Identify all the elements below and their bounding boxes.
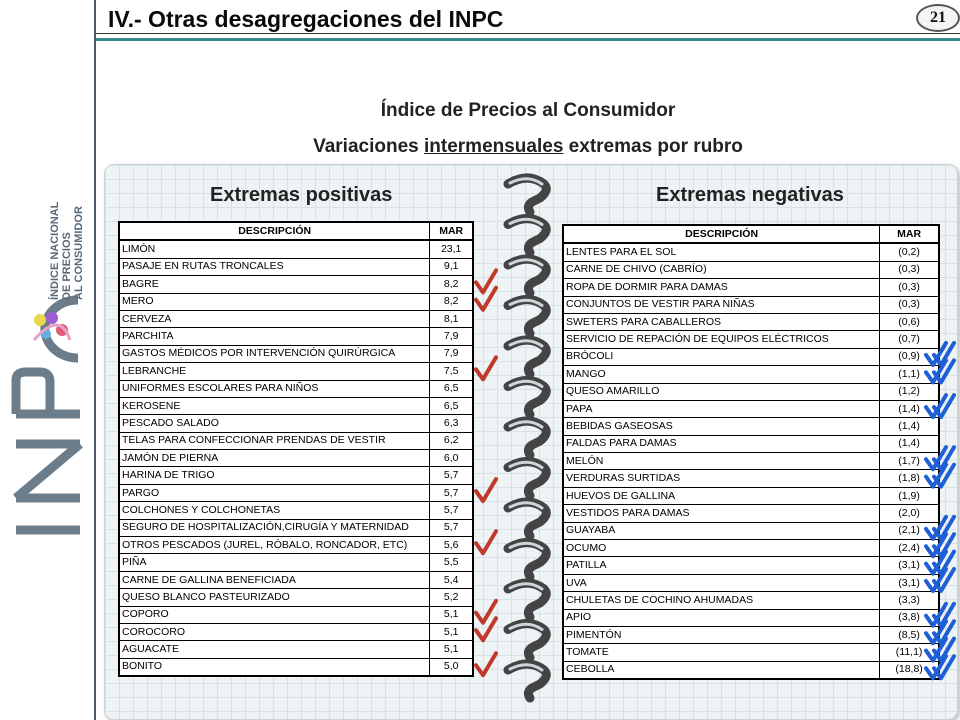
table-row xyxy=(119,571,473,588)
row-value: (1,4) xyxy=(880,418,939,435)
positive-title: Extremas positivas xyxy=(210,184,393,206)
row-description: PIÑA xyxy=(119,554,430,571)
row-description: KEROSENE xyxy=(119,397,430,414)
row-value: 23,1 xyxy=(430,240,473,258)
table-row xyxy=(119,258,473,275)
brand-text xyxy=(46,150,85,300)
subtitle-post: extremas por rubro xyxy=(563,136,743,157)
row-value: 6,0 xyxy=(430,450,473,467)
table-row xyxy=(563,574,939,591)
table-row xyxy=(563,400,939,417)
row-description: HARINA DE TRIGO xyxy=(119,467,430,484)
subtitle-underlined: intermensuales xyxy=(424,136,564,157)
row-description: BEBIDAS GASEOSAS xyxy=(563,418,880,435)
binder-ring-icon xyxy=(508,462,546,496)
row-description: OTROS PESCADOS (JUREL, RÓBALO, RONCADOR, ETC) xyxy=(119,537,430,554)
table-row xyxy=(563,279,939,296)
row-value: 6,2 xyxy=(430,432,473,449)
table-row xyxy=(119,641,473,658)
table-row xyxy=(563,592,939,609)
row-value: (18,8) xyxy=(880,661,939,679)
binder-ring-icon xyxy=(508,178,546,212)
binder-ring-icon xyxy=(508,583,546,617)
binder-ring-icon xyxy=(508,664,546,698)
row-description: BAGRE xyxy=(119,276,430,293)
row-value: 5,7 xyxy=(430,502,473,519)
table-row xyxy=(563,296,939,313)
row-value: 5,2 xyxy=(430,589,473,606)
row-description: CEBOLLA xyxy=(563,661,880,679)
table-row xyxy=(119,450,473,467)
row-description: CHULETAS DE COCHINO AHUMADAS xyxy=(563,592,880,609)
binder-ring-icon xyxy=(508,502,546,536)
row-value: 7,9 xyxy=(430,328,473,345)
row-description: UVA xyxy=(563,574,880,591)
row-description: CARNE DE CHIVO (CABRÍO) xyxy=(563,261,880,278)
row-description: UNIFORMES ESCOLARES PARA NIÑOS xyxy=(119,380,430,397)
table-row xyxy=(119,606,473,623)
binder-ring-icon xyxy=(508,624,546,658)
table-row xyxy=(119,502,473,519)
table-row xyxy=(119,276,473,293)
row-value: (0,3) xyxy=(880,296,939,313)
table-row xyxy=(563,557,939,574)
row-description: MANGO xyxy=(563,366,880,383)
table-row xyxy=(119,537,473,554)
row-description: LEBRANCHE xyxy=(119,363,430,380)
row-value: 7,9 xyxy=(430,345,473,362)
table-row xyxy=(563,522,939,539)
row-value: 5,5 xyxy=(430,554,473,571)
table-row xyxy=(119,467,473,484)
table-header-row xyxy=(563,225,939,243)
brand-line3: AL CONSUMIDOR xyxy=(73,206,85,300)
row-description: COLCHONES Y COLCHONETAS xyxy=(119,502,430,519)
inpc-logo xyxy=(0,0,94,720)
table-row xyxy=(119,554,473,571)
row-value: 6,3 xyxy=(430,415,473,432)
table-row xyxy=(119,589,473,606)
yellow-dot-icon xyxy=(34,314,46,326)
purple-dot-icon xyxy=(46,312,58,324)
row-value: (2,0) xyxy=(880,505,939,522)
table-row xyxy=(563,487,939,504)
row-description: TOMATE xyxy=(563,644,880,661)
binder-ring-icon xyxy=(508,381,546,415)
row-description: MERO xyxy=(119,293,430,310)
row-description: JAMÓN DE PIERNA xyxy=(119,450,430,467)
row-value: 6,5 xyxy=(430,397,473,414)
row-value: (1,4) xyxy=(880,435,939,452)
column-header-description: DESCRIPCIÓN xyxy=(119,222,430,240)
table-row xyxy=(119,328,473,345)
table-row xyxy=(563,540,939,557)
subtitle-line1: Índice de Precios al Consumidor xyxy=(380,100,676,121)
row-description: SWETERS PARA CABALLEROS xyxy=(563,313,880,330)
row-description: COPORO xyxy=(119,606,430,623)
binder-ring-icon xyxy=(508,300,546,334)
table-row xyxy=(119,363,473,380)
table-row xyxy=(563,243,939,261)
table-row xyxy=(563,435,939,452)
row-value: 5,6 xyxy=(430,537,473,554)
row-value: (0,2) xyxy=(880,243,939,261)
row-description: BONITO xyxy=(119,658,430,676)
binder-ring-icon xyxy=(508,421,546,455)
row-description: MELÓN xyxy=(563,453,880,470)
table-row xyxy=(563,331,939,348)
table-row xyxy=(119,240,473,258)
row-value: 8,2 xyxy=(430,276,473,293)
page-number-badge: 21 xyxy=(916,4,960,32)
row-description: CARNE DE GALLINA BENEFICIADA xyxy=(119,571,430,588)
table-row xyxy=(563,453,939,470)
table-row xyxy=(119,519,473,536)
row-description: BRÓCOLI xyxy=(563,348,880,365)
row-value: (0,3) xyxy=(880,261,939,278)
table-row xyxy=(563,470,939,487)
row-description: AGUACATE xyxy=(119,641,430,658)
row-value: (11,1) xyxy=(880,644,939,661)
row-value: 5,1 xyxy=(430,623,473,640)
row-value: (3,3) xyxy=(880,592,939,609)
row-value: (0,7) xyxy=(880,331,939,348)
table-row xyxy=(563,505,939,522)
row-value: (8,5) xyxy=(880,626,939,643)
row-value: (3,1) xyxy=(880,557,939,574)
row-value: 5,7 xyxy=(430,519,473,536)
row-value: 5,7 xyxy=(430,484,473,501)
row-value: (1,8) xyxy=(880,470,939,487)
row-value: (1,7) xyxy=(880,453,939,470)
row-description: GUAYABA xyxy=(563,522,880,539)
row-description: PESCADO SALADO xyxy=(119,415,430,432)
row-value: (1,2) xyxy=(880,383,939,400)
row-description: CONJUNTOS DE VESTIR PARA NIÑAS xyxy=(563,296,880,313)
row-value: (3,8) xyxy=(880,609,939,626)
page-title: IV.- Otras desagregaciones del INPC xyxy=(108,6,504,32)
row-description: SERVICIO DE REPACIÓN DE EQUIPOS ELÉCTRICOS xyxy=(563,331,880,348)
row-description: HUEVOS DE GALLINA xyxy=(563,487,880,504)
row-value: (2,1) xyxy=(880,522,939,539)
table-row xyxy=(563,609,939,626)
row-description: PASAJE EN RUTAS TRONCALES xyxy=(119,258,430,275)
subtitle-pre: Variaciones xyxy=(313,136,424,157)
table-row xyxy=(119,432,473,449)
table-row xyxy=(119,397,473,414)
table-row xyxy=(563,261,939,278)
row-value: (3,1) xyxy=(880,574,939,591)
binder-ring-icon xyxy=(508,219,546,253)
row-value: 5,7 xyxy=(430,467,473,484)
row-description: TELAS PARA CONFECCIONAR PRENDAS DE VESTIR xyxy=(119,432,430,449)
table-row xyxy=(119,623,473,640)
row-description: PARCHITA xyxy=(119,328,430,345)
row-description: PATILLA xyxy=(563,557,880,574)
row-value: (0,3) xyxy=(880,279,939,296)
row-description: PIMENTÓN xyxy=(563,626,880,643)
row-value: 5,0 xyxy=(430,658,473,676)
binder-ring-icon xyxy=(508,259,546,293)
row-description: LENTES PARA EL SOL xyxy=(563,243,880,261)
table-row xyxy=(563,383,939,400)
row-description: GASTOS MÉDICOS POR INTERVENCIÓN QUIRÚRGICA xyxy=(119,345,430,362)
binder-rings xyxy=(496,170,560,700)
row-description: LIMÓN xyxy=(119,240,430,258)
column-header-month: MAR xyxy=(880,225,939,243)
table-row xyxy=(119,293,473,310)
row-description: SEGURO DE HOSPITALIZACIÓN,CIRUGÍA Y MATERNIDAD xyxy=(119,519,430,536)
title-rule xyxy=(96,38,960,41)
table-row xyxy=(563,348,939,365)
negative-title: Extremas negativas xyxy=(656,184,844,206)
row-value: 5,4 xyxy=(430,571,473,588)
row-value: 8,2 xyxy=(430,293,473,310)
table-row xyxy=(563,418,939,435)
table-row xyxy=(119,345,473,362)
row-description: QUESO BLANCO PASTEURIZADO xyxy=(119,589,430,606)
table-row xyxy=(119,310,473,327)
row-description: PAPA xyxy=(563,400,880,417)
table-row xyxy=(563,661,939,679)
subtitle-line2 xyxy=(96,136,960,158)
table-row xyxy=(563,366,939,383)
row-description: CERVEZA xyxy=(119,310,430,327)
binder-ring-icon xyxy=(508,543,546,577)
row-value: 5,1 xyxy=(430,606,473,623)
binder-ring-icon xyxy=(508,340,546,374)
brand-line2: DE PRECIOS xyxy=(61,232,73,300)
row-value: 7,5 xyxy=(430,363,473,380)
row-value: (2,4) xyxy=(880,540,939,557)
column-header-month: MAR xyxy=(430,222,473,240)
row-description: VERDURAS SURTIDAS xyxy=(563,470,880,487)
table-row xyxy=(119,415,473,432)
table-row xyxy=(119,380,473,397)
row-description: PARGO xyxy=(119,484,430,501)
positive-table xyxy=(118,221,474,677)
row-description: OCUMO xyxy=(563,540,880,557)
row-value: 8,1 xyxy=(430,310,473,327)
row-value: 9,1 xyxy=(430,258,473,275)
row-description: QUESO AMARILLO xyxy=(563,383,880,400)
table-row xyxy=(563,313,939,330)
row-description: APIO xyxy=(563,609,880,626)
table-row xyxy=(119,484,473,501)
column-header-description: DESCRIPCIÓN xyxy=(563,225,880,243)
table-row xyxy=(563,644,939,661)
row-description: COROCORO xyxy=(119,623,430,640)
table-row xyxy=(119,658,473,676)
table-header-row xyxy=(119,222,473,240)
title-underline xyxy=(96,33,960,34)
table-row xyxy=(563,626,939,643)
brand-line1: ÍNDICE NACIONAL xyxy=(49,201,61,300)
brand-strip xyxy=(0,0,96,720)
row-value: (1,1) xyxy=(880,366,939,383)
row-description: VESTIDOS PARA DAMAS xyxy=(563,505,880,522)
row-value: (0,9) xyxy=(880,348,939,365)
row-description: ROPA DE DORMIR PARA DAMAS xyxy=(563,279,880,296)
row-value: 5,1 xyxy=(430,641,473,658)
row-value: (0,6) xyxy=(880,313,939,330)
row-value: 6,5 xyxy=(430,380,473,397)
row-description: FALDAS PARA DAMAS xyxy=(563,435,880,452)
row-value: (1,9) xyxy=(880,487,939,504)
negative-table xyxy=(562,224,940,680)
row-value: (1,4) xyxy=(880,400,939,417)
